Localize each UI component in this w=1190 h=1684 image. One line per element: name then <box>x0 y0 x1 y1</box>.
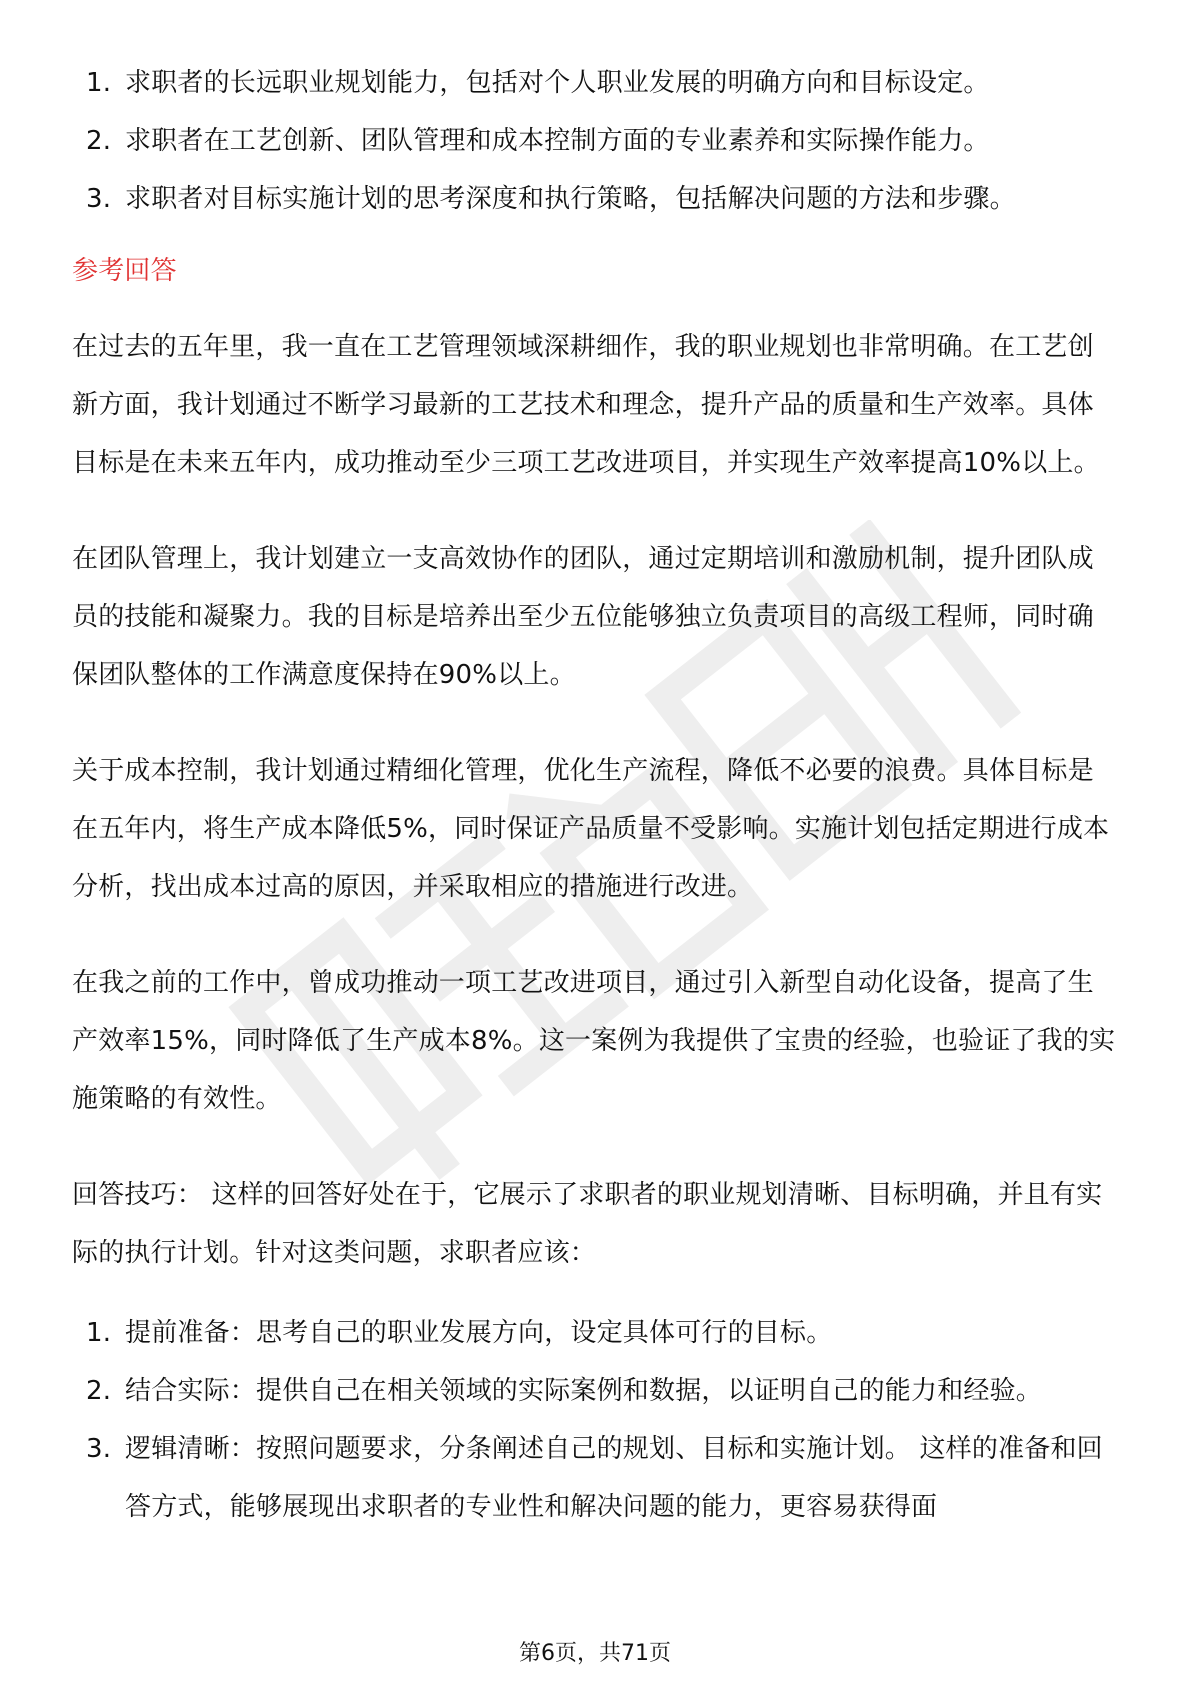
answer-paragraph: 关于成本控制，我计划通过精细化管理，优化生产流程，降低不必要的浪费。具体目标是在五年内，将生产成本降低5%，同时保证产品质量不受影响。实施计划包括定期进行成本分析，找出成本过高的原因，并采取相应的措施进行改进。 <box>72 756 1110 902</box>
answer-paragraph: 在我之前的工作中，曾成功推动一项工艺改进项目，通过引入新型自动化设备，提高了生产效率15%，同时降低了生产成本8%。这一案例为我提供了宝贵的经验，也验证了我的实施策略的有效性。 <box>72 968 1116 1114</box>
answer-paragraph: 在团队管理上，我计划建立一支高效协作的团队，通过定期培训和激励机制，提升团队成员的技能和凝聚力。我的目标是培养出至少五位能够独立负责项目的高级工程师，同时确保团队整体的工作满意度保持在90%以上。 <box>72 544 1094 690</box>
answer-paragraph: 在过去的五年里，我一直在工艺管理领域深耕细作，我的职业规划也非常明确。在工艺创新方面，我计划通过不断学习最新的工艺技术和理念，提升产品的质量和生产效率。具体目标是在未来五年内，成功推动至少三项工艺改进项目，并实现生产效率提高10%以上。 <box>72 332 1100 478</box>
list-item <box>72 1362 1118 1420</box>
list-item-text: 逻辑清晰：按照问题要求，分条阐述自己的规划、目标和实施计划。 这样的准备和回答方式，能够展现出求职者的专业性和解决问题的能力，更容易获得面 <box>125 1434 1103 1522</box>
list-number: 3. <box>86 184 112 214</box>
list-number: 2. <box>86 126 112 156</box>
list-item-text: 求职者在工艺创新、团队管理和成本控制方面的专业素养和实际操作能力。 <box>125 126 990 156</box>
list-number: 1. <box>86 1318 112 1348</box>
list-item-text: 结合实际：提供自己在相关领域的实际案例和数据，以证明自己的能力和经验。 <box>125 1376 1043 1406</box>
list-item-text: 提前准备：思考自己的职业发展方向，设定具体可行的目标。 <box>125 1318 833 1348</box>
list-item <box>72 1420 1118 1536</box>
list-item-text: 求职者对目标实施计划的思考深度和执行策略，包括解决问题的方法和步骤。 <box>125 184 1016 214</box>
list-number: 1. <box>86 68 112 98</box>
list-item <box>72 170 1118 228</box>
list-number: 3. <box>86 1434 112 1464</box>
section-title: 参考回答 <box>72 256 177 286</box>
main-content <box>72 54 1118 1536</box>
list-item <box>72 112 1118 170</box>
list-item-text: 求职者的长远职业规划能力，包括对个人职业发展的明确方向和目标设定。 <box>125 68 990 98</box>
list-number: 2. <box>86 1376 112 1406</box>
list-item <box>72 1304 1118 1362</box>
list-item <box>72 54 1118 112</box>
tips-paragraph: 回答技巧： 这样的回答好处在于，它展示了求职者的职业规划清晰、目标明确，并且有实际的执行计划。针对这类问题，求职者应该： <box>72 1180 1103 1268</box>
page-footer: 第6页，共71页 <box>519 1641 671 1666</box>
criteria-list <box>72 54 1118 228</box>
tips-list <box>72 1304 1118 1536</box>
